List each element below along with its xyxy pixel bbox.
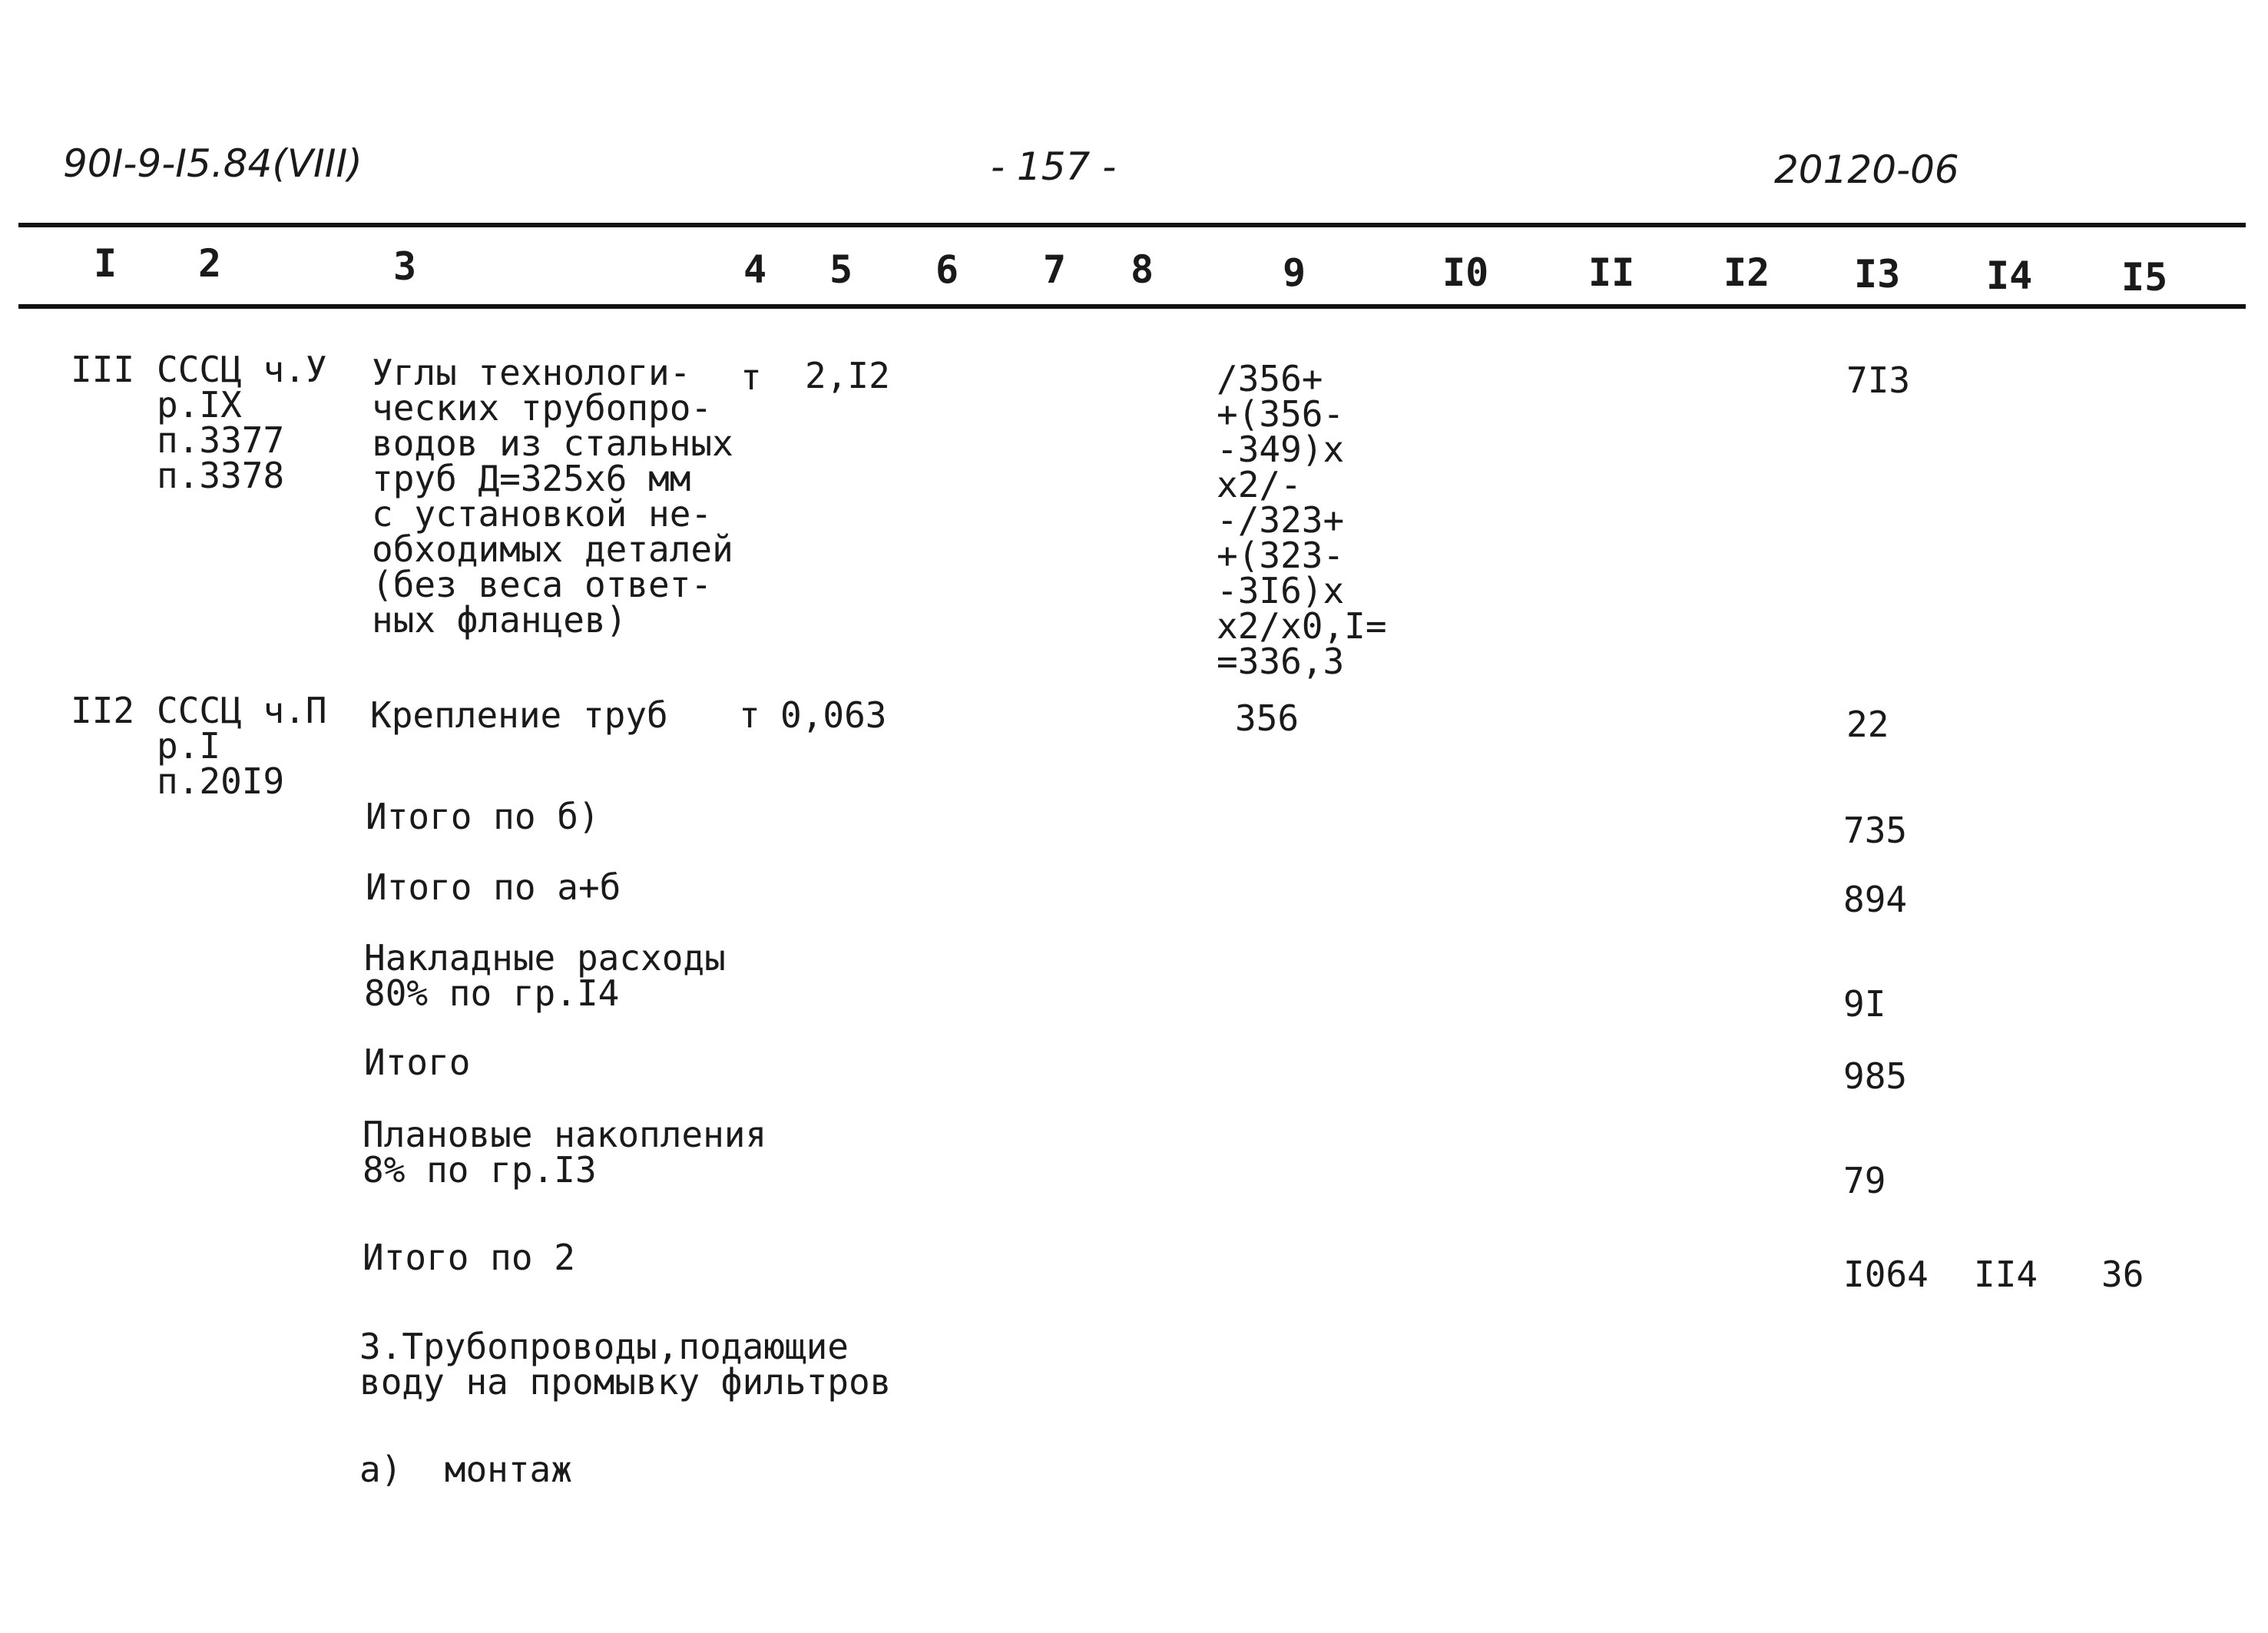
- row-unit: т: [739, 694, 760, 736]
- col-header: 4: [743, 247, 767, 292]
- col-header: 8: [1131, 247, 1154, 292]
- col-header: I3: [1854, 252, 1901, 296]
- total-label: Накладные расходы 80% по гр.I4: [364, 937, 726, 1014]
- col-header: I0: [1442, 250, 1489, 295]
- row-calculation: /356+ +(356- -349)х х2/- -/323+ +(323- -3I6)х х2/х0,I= =336,3: [1217, 358, 1387, 682]
- total-col13-value: 79: [1843, 1160, 1886, 1201]
- sheet-code: 20120-06: [1774, 147, 1959, 192]
- row-number: II2: [71, 690, 135, 731]
- row-reference: СССЦ ч.У р.IX п.3377 п.3378: [157, 349, 327, 496]
- col-header: 7: [1043, 247, 1067, 292]
- page-number: - 157 -: [991, 144, 1117, 189]
- total-col15-value: 36: [2101, 1254, 2144, 1295]
- total-col13-value: 735: [1843, 810, 1908, 851]
- col-header: I5: [2121, 255, 2168, 300]
- row-quantity: 2,I2: [805, 355, 890, 396]
- row-quantity: 0,063: [780, 694, 887, 736]
- row-description: Крепление труб: [370, 694, 668, 736]
- total-col14-value: II4: [1974, 1254, 2038, 1295]
- col-header: 5: [829, 247, 853, 292]
- header-top-rule: [18, 223, 2246, 227]
- total-col13-value: I064: [1843, 1254, 1929, 1295]
- total-label: Итого по б): [366, 796, 600, 837]
- col-header: 9: [1283, 250, 1306, 295]
- total-label: Итого по а+б: [366, 866, 621, 908]
- col-header: 2: [198, 241, 222, 286]
- total-col13-value: 9I: [1843, 983, 1886, 1025]
- row-description: Углы технологи- ческих трубопро- водов из стальных труб Д=325х6 мм с установкой не- обходимых деталей (без веса ответ- ных фланцев): [372, 352, 733, 641]
- row-col13-value: 7I3: [1846, 359, 1911, 401]
- col-header: I: [94, 241, 118, 286]
- row-number: III: [71, 349, 135, 390]
- col-header: 6: [935, 247, 959, 292]
- row-unit: т: [740, 356, 762, 398]
- col-header: I2: [1723, 250, 1770, 295]
- doc-code: 90I-9-I5.84(VIII): [63, 141, 363, 186]
- row-calculation: 356: [1235, 697, 1300, 739]
- total-col13-value: 894: [1843, 879, 1908, 920]
- row-reference: СССЦ ч.П р.I п.20I9: [157, 690, 327, 802]
- col-header: 3: [393, 244, 417, 289]
- col-header: I4: [1986, 253, 2033, 298]
- total-label: Итого по 2: [363, 1237, 575, 1278]
- total-col13-value: 985: [1843, 1055, 1908, 1097]
- total-label: Итого: [364, 1042, 471, 1083]
- section-title: 3.Трубопроводы,подающие воду на промывку фильтров: [359, 1326, 892, 1403]
- total-label: Плановые накопления 8% по гр.I3: [363, 1114, 767, 1191]
- col-header: II: [1588, 250, 1635, 295]
- header-bottom-rule: [18, 304, 2246, 309]
- row-col13-value: 22: [1846, 704, 1889, 745]
- section-subtitle: а) монтаж: [359, 1449, 572, 1490]
